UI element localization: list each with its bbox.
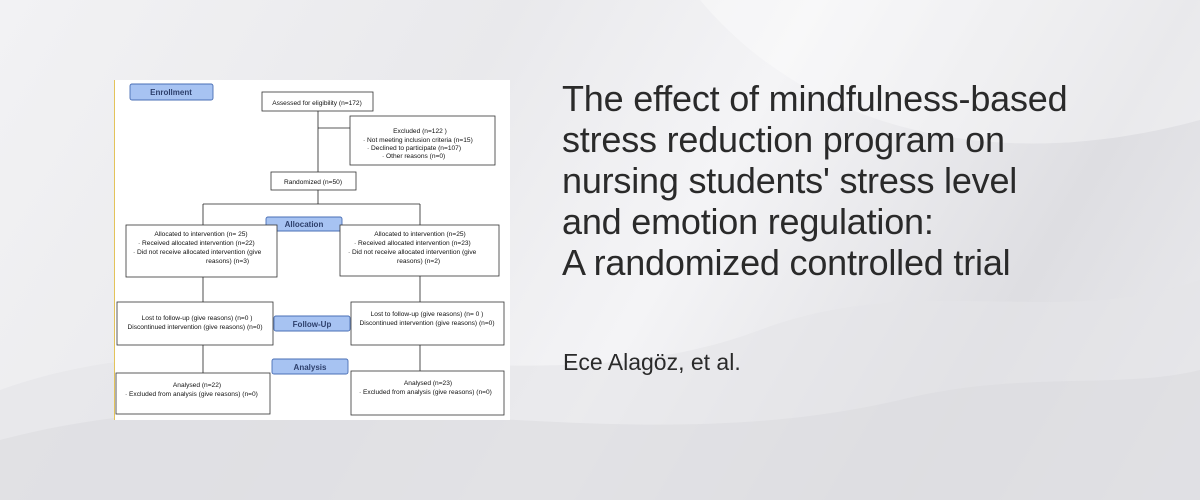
randomized-text: Randomized (n=50) [283,179,343,186]
stage-followup-label: Follow-Up [292,320,332,329]
right-allocation-line: · Did not receive allocated intervention (give [348,249,477,256]
left-followup-line: Discontinued intervention (give reasons) (n=0) [127,324,263,331]
left-followup-line: Lost to follow-up (give reasons) (n=0 ) [141,315,253,322]
stage-enrollment-label: Enrollment [150,88,192,97]
title-line: and emotion regulation: [562,201,934,242]
left-analysis-line: Analysed (n=22) [172,382,222,389]
right-analysis-line: · Excluded from analysis (give reasons) (n=0) [359,389,492,396]
right-allocation-line: reasons) (n=2) [397,258,441,265]
right-allocation-line: Allocated to intervention (n=25) [374,231,466,238]
title-line: stress reduction program on [562,119,1005,160]
right-followup-line: Lost to follow-up (give reasons) (n= 0 ) [370,311,484,318]
paper-authors: Ece Alagöz, et al. [563,349,741,375]
excluded-heading: Excluded (n=122 ) [393,128,447,135]
right-allocation-line: · Received allocated intervention (n=23) [354,240,471,247]
left-allocation-line: Allocated to intervention (n= 25) [154,231,248,238]
assessed-text: Assessed for eligibility (n=172) [272,100,362,107]
consort-flow-diagram [114,80,510,420]
title-line: A randomized controlled trial [562,242,1011,283]
left-allocation-line: · Received allocated intervention (n=22) [138,240,255,247]
excluded-item: · Other reasons (n=0) [382,153,446,160]
stage-analysis-label: Analysis [293,363,327,372]
left-analysis-line: · Excluded from analysis (give reasons) (n=0) [125,391,258,398]
stage-allocation-label: Allocation [284,220,324,229]
right-analysis-line: Analysed (n=23) [403,380,453,387]
excluded-item: · Not meeting inclusion criteria (n=15) [363,137,473,144]
title-line: nursing students' stress level [562,160,1018,201]
left-allocation-line: reasons) (n=3) [206,258,250,265]
excluded-item: · Declined to participate (n=107) [367,145,462,152]
title-line: The effect of mindfulness-based [562,78,1068,119]
left-allocation-line: · Did not receive allocated intervention (give [133,249,262,256]
right-followup-line: Discontinued intervention (give reasons) (n=0) [359,320,495,327]
paper-title [562,78,1172,283]
